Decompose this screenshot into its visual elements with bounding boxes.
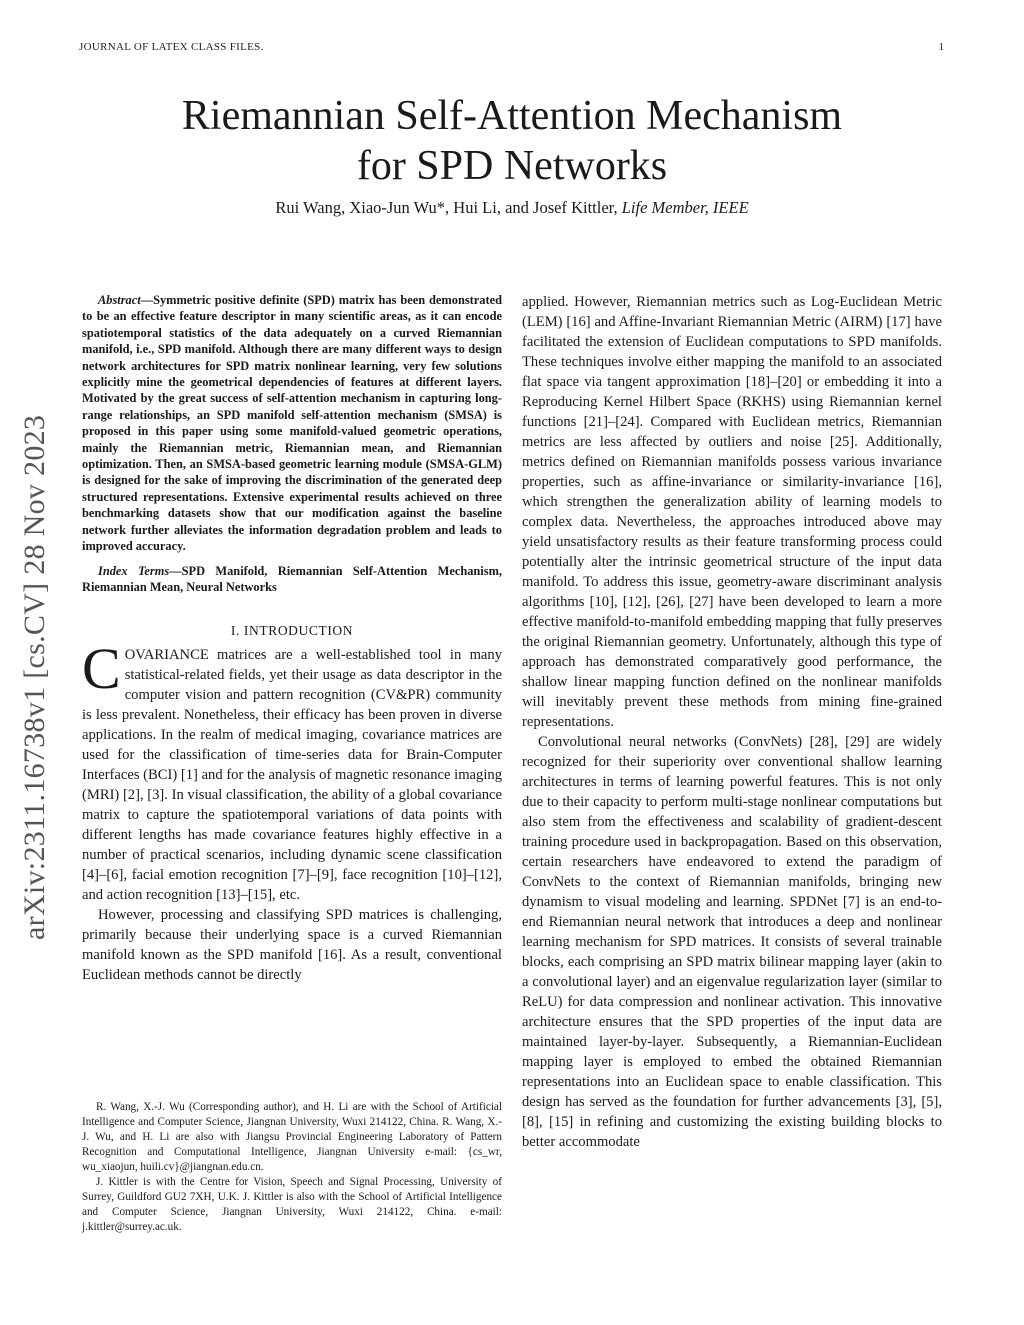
paper-title — [0, 91, 1024, 191]
index-terms-text: —SPD Manifold, Riemannian Self-Attention Mechanism, Riemannian Mean, Neural Networks — [82, 563, 502, 594]
affiliation-footnotes — [82, 1100, 502, 1235]
intro-paragraph: However, processing and classifying SPD matrices is challenging, primarily because their underlying space is a curved Riemannian manifold known as the SPD manifold [16]. As a result, conventional Euclidean methods cannot be directly — [82, 907, 502, 984]
index-terms-label: Index Terms — [98, 563, 170, 578]
body-paragraph: Convolutional neural networks (ConvNets) [28], [29] are widely recognized for their superiority over conventional shallow learning architectures in terms of learning powerful features. This is not only due to their capacity to perform multi-stage nonlinear computations but also stem from the effectiveness and scalability of gradient-descent training procedure used in backpropagation. Based on this observation, certain researchers have endeavored to extend the paradigm of ConvNets to the context of Riemannian manifolds, bringing new dynamism to visual modeling and learning. SPDNet [7] is an end-to-end Riemannian neural network that introduces a deep and nonlinear learning mechanism for SPD matrices. It consists of several trainable blocks, each comprising an SPD matrix bilinear mapping layer (akin to a convolutional layer) and an eigenvalue regularization layer (similar to ReLU) for data compression and nonlinear activation. This innovative architecture ensures that the SPD properties of the input data are maintained layer-by-layer. Subsequently, a Riemannian-Euclidean mapping layer is employed to embed the obtained Riemannian representations into an Euclidean space to enable classification. This design has served as the foundation for further advancements [3], [5], [8], [15] in refining and customizing the existing building blocks to better accommodate — [522, 734, 942, 1150]
title-line: Riemannian Self-Attention Mechanism — [181, 93, 843, 139]
section-heading: I. INTRODUCTION — [230, 623, 354, 639]
footnote: R. Wang, X.-J. Wu (Corresponding author), and H. Li are with the School of Artificial Intelligence and Computer Science, Jiangnan University, Wuxi 214122, China. R. Wang, X.-J. Wu, and H. Li are also with Jiangsu Provincial Engineering Laboratory of Pattern Recognition and Computational Intelligence, Jiangnan University e-mail: {cs_wr, wu_xiaojun, huili.cv}@jiangnan.edu.cn. — [82, 1101, 502, 1173]
left-column — [82, 292, 502, 985]
title-line: for SPD Networks — [356, 143, 668, 189]
right-column — [522, 292, 942, 1152]
intro-paragraph — [82, 636, 502, 905]
abstract — [82, 292, 502, 555]
abstract-label: Abstract — [98, 293, 141, 307]
running-head: JOURNAL OF LATEX CLASS FILES. — [79, 41, 264, 53]
body-paragraph: applied. However, Riemannian metrics such as Log-Euclidean Metric (LEM) [16] and Affine-Invariant Riemannian Metric (AIRM) [17] have facilitated the extension of Euclidean computations to SPD manifolds. These techniques involve either mapping the manifold to an associated flat space via tangent approximation [18]–[20] or embedding it into a Reproducing Kernel Hilbert Space (RKHS) using Riemannian kernel functions [21]–[24]. Compared with Euclidean metrics, Riemannian metrics are less affected by outliers and noise [25]. Additionally, metrics defined on Riemannian manifolds possess various invariance properties, such as affine-invariance or similarity-invariance [16], which strengthen the generalization ability of learning models to complex data. Nevertheless, the approaches introduced above may yield unsatisfactory results as their feature transforming process could potentially alter the intrinsic geometrical structure of the input data manifold. To address this issue, geometry-aware discriminant analysis algorithms [10], [12], [26], [27] have been developed to learn a more effective manifold-to-manifold embedding mapping that fully preserves the original Riemannian geometry. Unfortunately, although this type of approach has demonstrated comparatively good performance, the shallow linear mapping function defined on the nonlinear manifolds will inevitably prevent these methods from mining fine-grained representations. — [522, 294, 942, 730]
abstract-text: —Symmetric positive definite (SPD) matrix has been demonstrated to be an effective feature descriptor in many scientific areas, as it can encode spatiotemporal statistics of the data adequately on a curved Riemannian manifold, i.e., SPD manifold. Although there are many different ways to design network architectures for SPD matrix nonlinear learning, very few solutions explicitly mine the geometrical dependencies of features at different layers. Motivated by the great success of self-attention mechanism in capturing long-range relationships, an SPD manifold self-attention mechanism (SMSA) is proposed in this paper using some manifold-valued geometric operations, mainly the Riemannian metric, Riemannian mean, and Riemannian optimization. Then, an SMSA-based geometric learning module (SMSA-GLM) is designed for the sake of improving the discrimination of the generated deep structured representations. Extensive experimental results achieved on three benchmarking datasets show that our modification against the baseline network further alleviates the information degradation problem and leads to improved accuracy. — [82, 293, 502, 554]
footnote: J. Kittler is with the Centre for Vision, Speech and Signal Processing, University of Surrey, Guildford GU2 7XH, U.K. J. Kittler is also with the School of Artificial Intelligence and Computer Science, Jiangnan University, Wuxi 214122, China. e-mail: j.kittler@surrey.ac.uk. — [82, 1176, 502, 1233]
index-terms — [82, 563, 502, 596]
page-number: 1 — [938, 41, 944, 53]
author-names: Rui Wang, Xiao-Jun Wu*, Hui Li, and Josef Kittler, — [275, 198, 622, 217]
author-membership: Life Member, IEEE — [621, 198, 749, 217]
author-list — [0, 197, 1024, 219]
intro-paragraph-text: OVARIANCE matrices are a well-established tool in many statistical-related fields, yet their usage as data descriptor in the computer vision and pattern recognition (CV&PR) community is less prevalent. Nonetheless, their efficacy has been proven in diverse applications. In the realm of medical imaging, covariance matrices are used for the classification of time-series data for Brain-Computer Interfaces (BCI) [1] and for the analysis of magnetic resonance imaging (MRI) [2], [3]. In visual classification, the ability of a global covariance matrix to capture the spatiotemporal variations of data points with different lengths has made covariance features highly effective in a number of practical scenarios, including dynamic scene classification [4]–[6], facial emotion recognition [7]–[9], face recognition [10]–[12], and action recognition [13]–[15], etc. — [82, 647, 502, 904]
arxiv-identifier-stamp: arXiv:2311.16738v1 [cs.CV] 28 Nov 2023 — [18, 414, 51, 940]
drop-cap: C — [82, 636, 121, 702]
